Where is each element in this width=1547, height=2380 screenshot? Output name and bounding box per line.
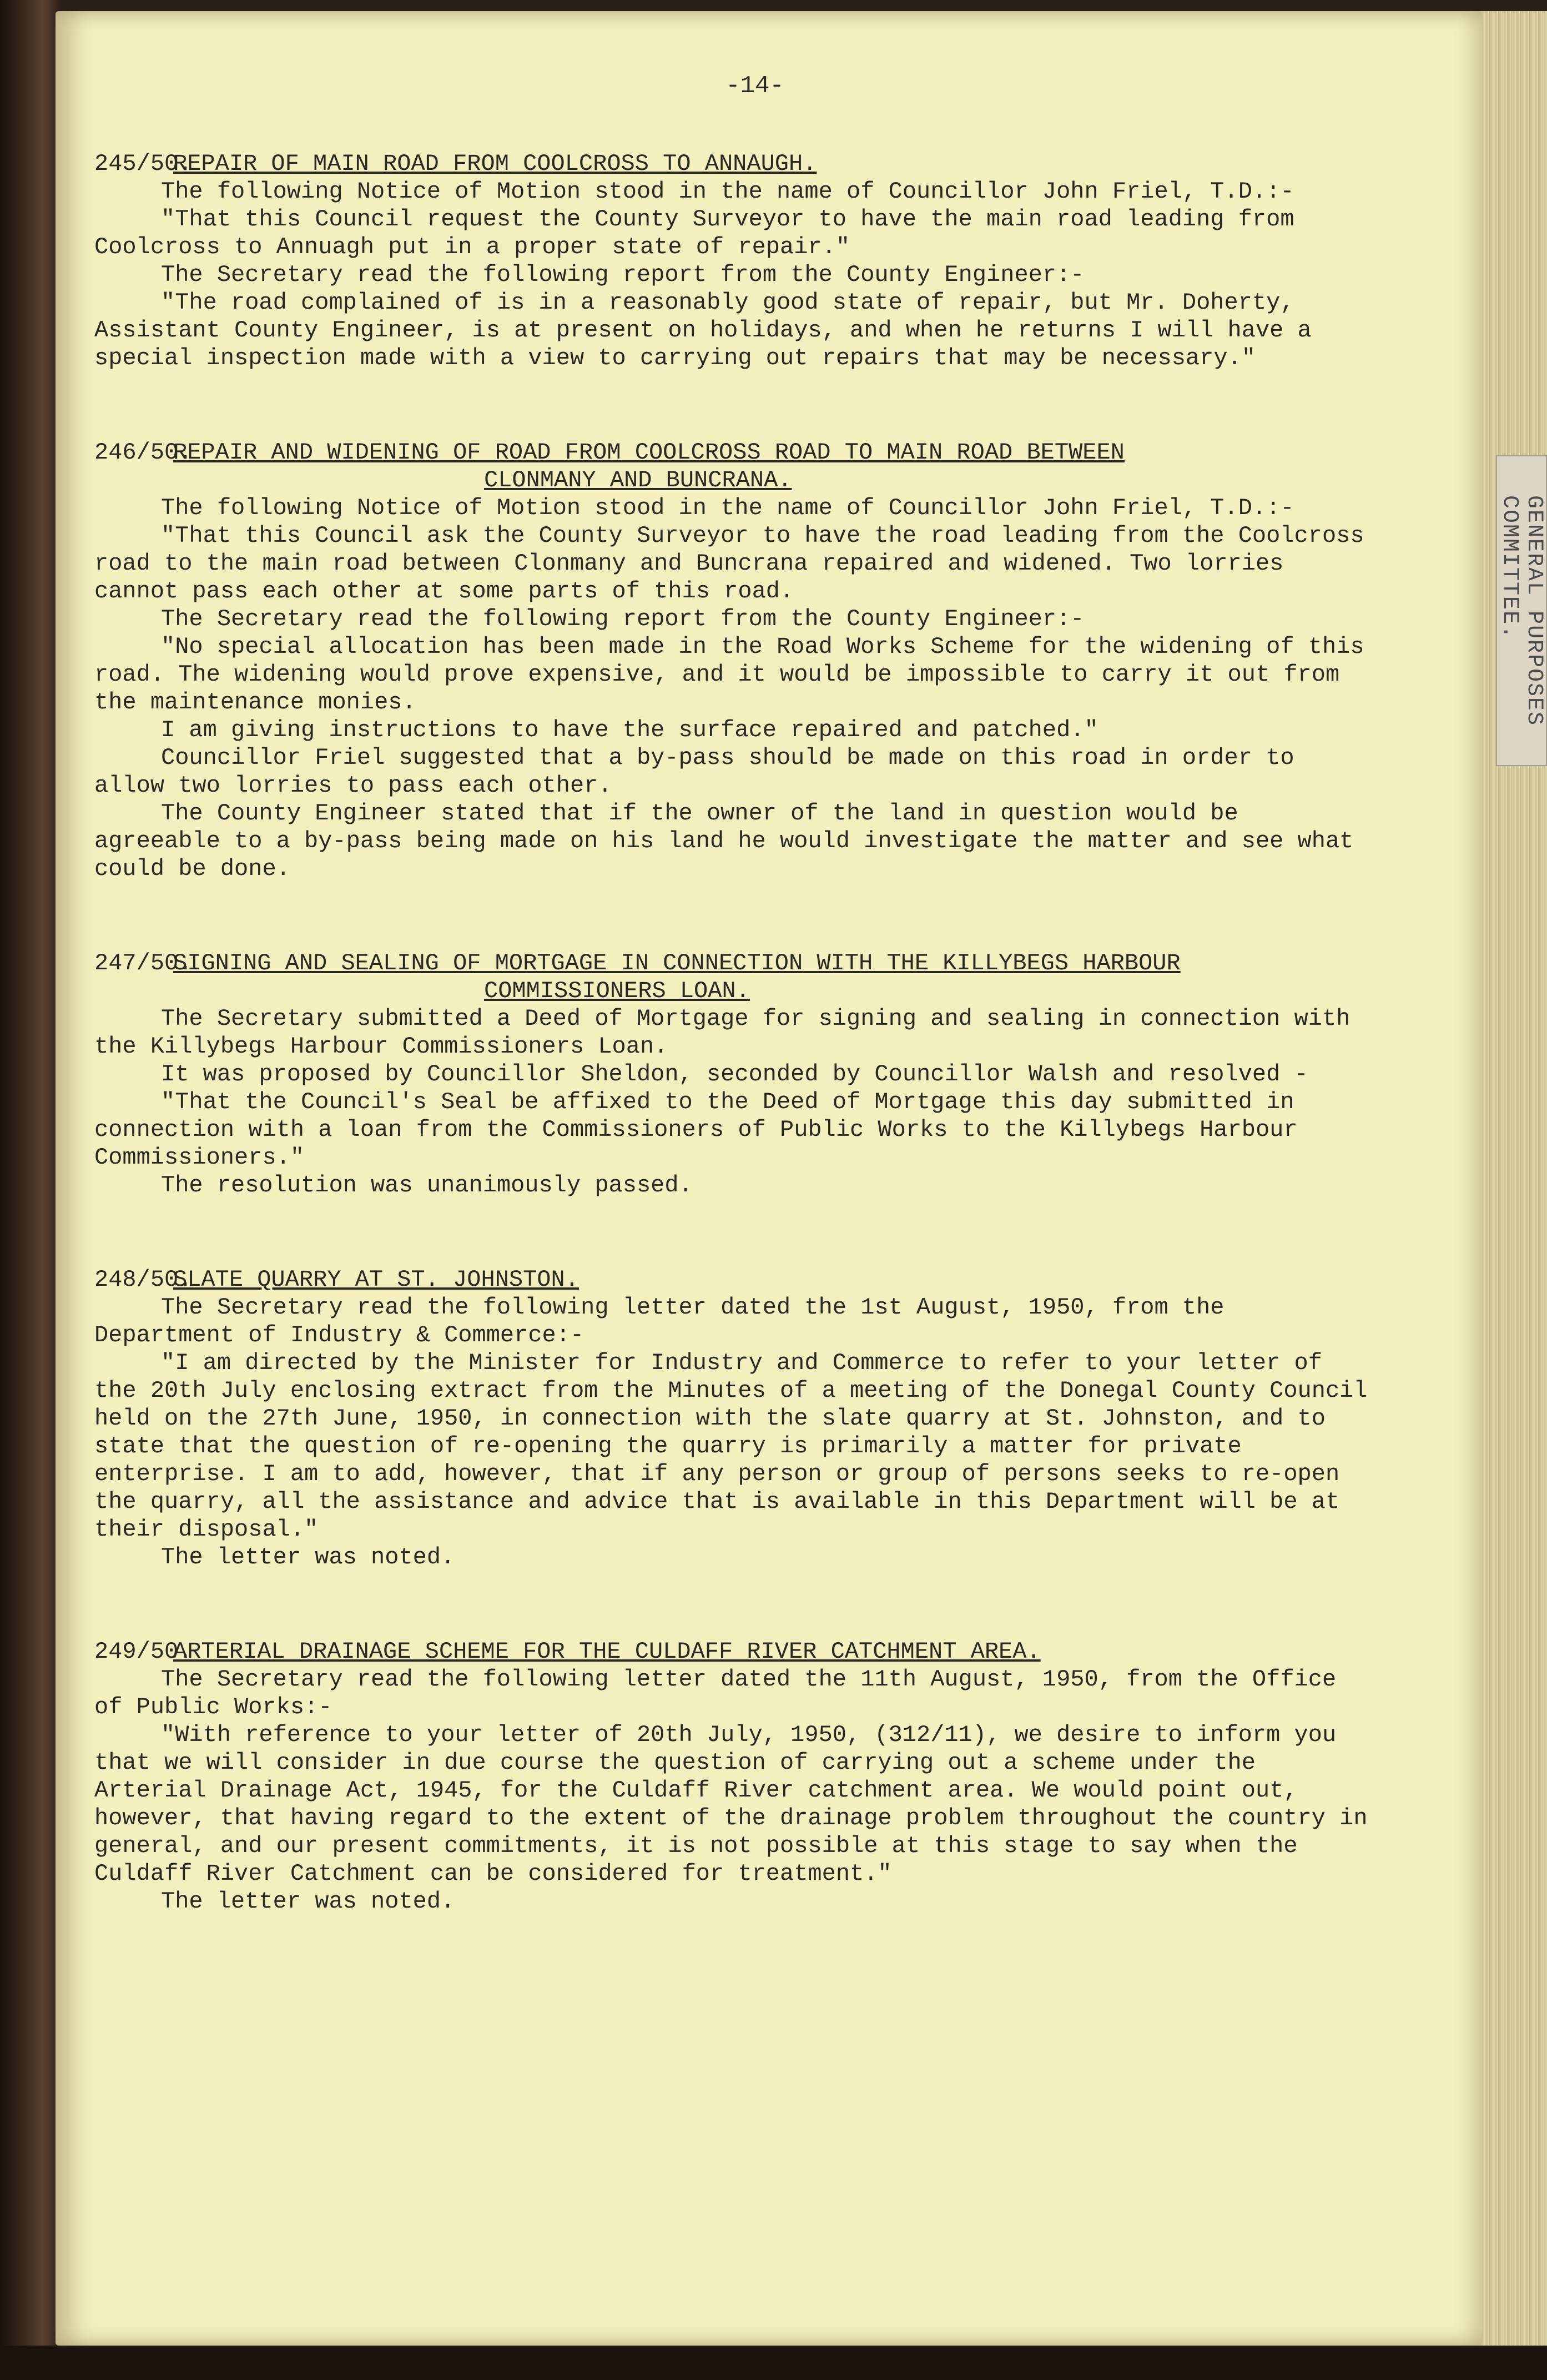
minute-paragraph: It was proposed by Councillor Sheldon, seconded by Councillor Walsh and resolved -: [161, 1061, 1308, 1088]
side-index-tab: [1496, 455, 1547, 766]
minute-paragraph: The letter was noted.: [161, 1544, 455, 1571]
minute-title: REPAIR AND WIDENING OF ROAD FROM COOLCROSS ROAD TO MAIN ROAD BETWEEN: [173, 439, 1125, 466]
minute-heading: [94, 150, 1371, 178]
minute-paragraph: "That the Council's Seal be affixed to the Deed of Mortgage this day submitted in connection with a loan from the Commissioners of Public Works to the Killybegs Harbour Commissioners.": [94, 1089, 1298, 1171]
minute-paragraph: The Secretary read the following letter dated the 11th August, 1950, from the Office of Public Works:-: [94, 1666, 1337, 1720]
minute-paragraph: The County Engineer stated that if the owner of the land in question would be agreeable to a by-pass being made on his land he would investigate the matter and see what could be done.: [94, 800, 1354, 882]
minute-paragraph: The Secretary read the following report from the County Engineer:-: [161, 606, 1085, 632]
minute-paragraph: "With reference to your letter of 20th July, 1950, (312/11), we desire to inform you that we will consider in due course the question of carrying out a scheme under the Arterial Drainage Act, 1945, for the Culdaff River catchment area. We would point out, however, that having regard to the extent of the drainage problem throughout the country in general, and our present commitments, it is not possible at this stage to say when the Culdaff River Catchment can be considered for treatment.": [94, 1722, 1368, 1887]
minute-title: SIGNING AND SEALING OF MORTGAGE IN CONNECTION WITH THE KILLYBEGS HARBOUR: [173, 950, 1181, 977]
minute-paragraph: Councillor Friel suggested that a by-pass should be made on this road in order to allow two lorries to pass each other.: [94, 744, 1294, 799]
book-edge-bottom: [0, 2346, 1547, 2380]
minute-number: 246/50.: [94, 439, 193, 466]
minute-heading: [94, 1266, 1371, 1294]
minute-paragraph: "That this Council request the County Surveyor to have the main road leading from Coolcross to Annuagh put in a proper state of repair.": [94, 206, 1294, 260]
page-number: -14-: [725, 72, 784, 100]
minute-title: SLATE QUARRY AT ST. JOHNSTON.: [173, 1266, 579, 1293]
minute-title: REPAIR OF MAIN ROAD FROM COOLCROSS TO ANNAUGH.: [173, 150, 817, 177]
minute-paragraph: The resolution was unanimously passed.: [161, 1172, 693, 1199]
minute-item: [94, 439, 1371, 883]
minute-paragraph: The Secretary read the following report from the County Engineer:-: [161, 261, 1085, 288]
minute-paragraph: The Secretary submitted a Deed of Mortgage for signing and sealing in connection with the Killybegs Harbour Commissioners Loan.: [94, 1005, 1351, 1060]
minute-paragraph: I am giving instructions to have the surface repaired and patched.": [161, 717, 1098, 743]
minute-paragraph: "The road complained of is in a reasonably good state of repair, but Mr. Doherty, Assistant County Engineer, is at present on holidays, and when he returns I will have a special inspection made with a view to carrying out repairs that may be necessary.": [94, 289, 1312, 371]
minute-number: 249/50.: [94, 1638, 193, 1665]
minute-heading: [94, 1638, 1371, 1666]
minute-heading: [94, 949, 1371, 1005]
minute-item: [94, 1638, 1371, 1915]
side-tab-label: GENERAL PURPOSES COMMITTEE.: [1497, 495, 1546, 727]
minute-item: [94, 1266, 1371, 1571]
minute-paragraph: "That this Council ask the County Surveyor to have the road leading from the Coolcross road to the main road between Clonmany and Buncrana repaired and widened. Two lorries cannot pass each other at some parts of this road.: [94, 522, 1364, 605]
minute-number: 247/50.: [94, 950, 193, 977]
minute-title-continued: CLONMANY AND BUNCRANA.: [484, 467, 792, 494]
page-edges-right: [1477, 11, 1547, 2346]
minute-paragraph: "No special allocation has been made in the Road Works Scheme for the widening of this road. The widening would prove expensive, and it would be impossible to carry it out from the maintenance monies.: [94, 633, 1364, 716]
minute-title: ARTERIAL DRAINAGE SCHEME FOR THE CULDAFF RIVER CATCHMENT AREA.: [173, 1638, 1041, 1665]
book-spine-left: [0, 0, 61, 2380]
minute-number: 245/50.: [94, 150, 193, 177]
minute-paragraph: The following Notice of Motion stood in the name of Councillor John Friel, T.D.:-: [161, 178, 1294, 205]
minutes-content: [94, 72, 1371, 1982]
minute-number: 248/50.: [94, 1266, 193, 1293]
minute-heading: [94, 439, 1371, 494]
minute-item: [94, 150, 1371, 372]
minute-paragraph: "I am directed by the Minister for Industry and Commerce to refer to your letter of the 20th July enclosing extract from the Minutes of a meeting of the Donegal County Council held on the 27th June, 1950, in connection with the slate quarry at St. Johnston, and to state that the question of re-opening the quarry is primarily a matter for private enterprise. I am to add, however, that if any person or group of persons seeks to re-open the quarry, all the assistance and advice that is available in this Department will be at their disposal.": [94, 1350, 1368, 1543]
minutes-items: [94, 150, 1371, 1915]
minute-title-continued: COMMISSIONERS LOAN.: [484, 978, 750, 1004]
minute-paragraph: The following Notice of Motion stood in the name of Councillor John Friel, T.D.:-: [161, 495, 1294, 521]
minute-item: [94, 949, 1371, 1199]
minute-paragraph: The Secretary read the following letter dated the 1st August, 1950, from the Department of Industry & Commerce:-: [94, 1294, 1225, 1349]
minute-paragraph: The letter was noted.: [161, 1888, 455, 1915]
